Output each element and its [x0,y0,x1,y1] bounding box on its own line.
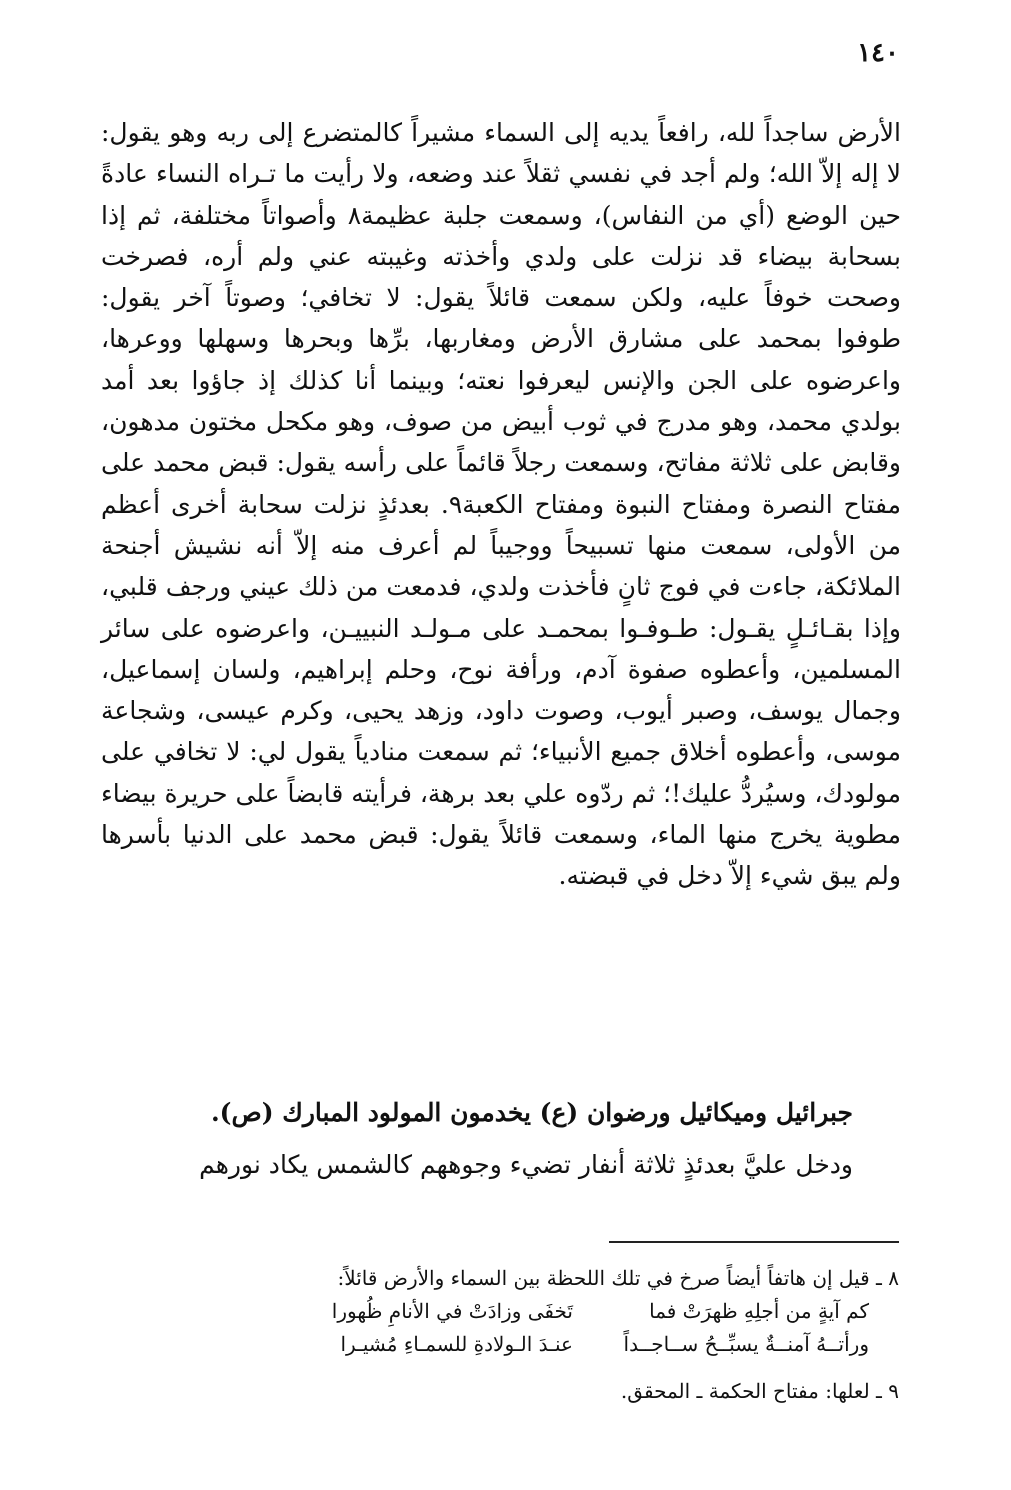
footnote-9: ٩ ـ لعلها: مفتاح الحكمة ـ المحقق. [620,1379,899,1403]
verse-2-second-half: عنـدَ الـولادةِ للسمـاءِ مُشيـرا [340,1332,573,1356]
poem-verse-2 [119,1328,899,1361]
verse-1-first-half: كم آيةٍ من أجلِهِ ظهرَتْ فما [649,1299,869,1323]
body-paragraph [101,112,901,897]
poem-verse-1 [119,1295,899,1328]
section-heading: جبرائيل وميكائيل ورضوان (ع) يخدمون المولود المبارك (ص). [210,1098,853,1127]
verse-2-first-half: ورأتــهُ آمنــةٌ يسبِّــحُ ســاجــداً [623,1332,869,1356]
verse-1-second-half: تَخفَى وزادَتْ في الأنامِ ظُهورا [331,1299,573,1323]
body-text: الأرض ساجداً لله، رافعاً يديه إلى السماء مشيراً كالمتضرع إلى ربه وهو يقول: لا إله إلاّ الله؛ ولم أجد في نفسي ثقلاً عند وضعه، ولا رأيت ما تـراه النساء عادةً حين الوضع (أي من النفاس)، وسمعت جلبة عظيمة٨ وأصواتاً مختلفة، ثم إذا بسحابة بيضاء قد نزلت على ولدي وأخذته وغيبته عني ولم أره، فصرخت وصحت خوفاً عليه، ولكن سمعت قائلاً يقول: لا تخافي؛ وصوتاً آخر يقول: طوفوا بمحمد على مشارق الأرض ومغاربها، برِّها وبحرها وسهلها ووعرها، واعرضوه على الجن والإنس ليعرفوا نعته؛ وبينما أنا كذلك إذ جاؤوا بعد أمد بولدي محمد، وهو مدرج في ثوب أبيض من صوف، وهو مكحل مختون مدهون، وقابض على ثلاثة مفاتح، وسمعت رجلاً قائماً على رأسه يقول: قبض محمد على مفتاح النصرة ومفتاح النبوة ومفتاح الكعبة٩. بعدئذٍ نزلت سحابة أخرى أعظم من الأولى، سمعت منها تسبيحاً ووجيباً لم أعرف منه إلاّ أنه نشيش أجنحة الملائكة، جاءت في فوج ثانٍ فأخذت ولدي، فدمعت من ذلك عيني ورجف قلبي، وإذا بقـائـلٍ يقـول: طـوفـوا بمحمـد على مـولـد النبييـن، واعرضوه على سائر المسلمين، وأعطوه صفوة آدم، ورأفة نوح، وحلم إبراهيم، ولسان إسماعيل، وجمال يوسف، وصبر أيوب، وصوت داود، وزهد يحيى، وكرم عيسى، وشجاعة موسى، وأعطوه أخلاق جميع الأنبياء؛ ثم سمعت منادياً يقول لي: لا تخافي على مولودك، وسيُردُّ عليك!؛ ثم ردّوه علي بعد برهة، فرأيته قابضاً على حريرة بيضاء مطوية يخرج منها الماء، وسمعت قائلاً يقول: قبض محمد على الدنيا بأسرها ولم يبق شيء إلاّ دخل في قبضته. [101,118,902,891]
footnote-8-intro: ٨ ـ قيل إن هاتفاً أيضاً صرخ في تلك اللحظة بين السماء والأرض قائلاً: [337,1266,899,1290]
next-paragraph: ودخل عليَّ بعدئذٍ ثلاثة أنفار تضيء وجوههم كالشمس يكاد نورهم [199,1150,853,1179]
footnote-divider [609,1241,899,1243]
footnotes [119,1262,899,1408]
page-number: ١٤٠ [857,38,899,68]
